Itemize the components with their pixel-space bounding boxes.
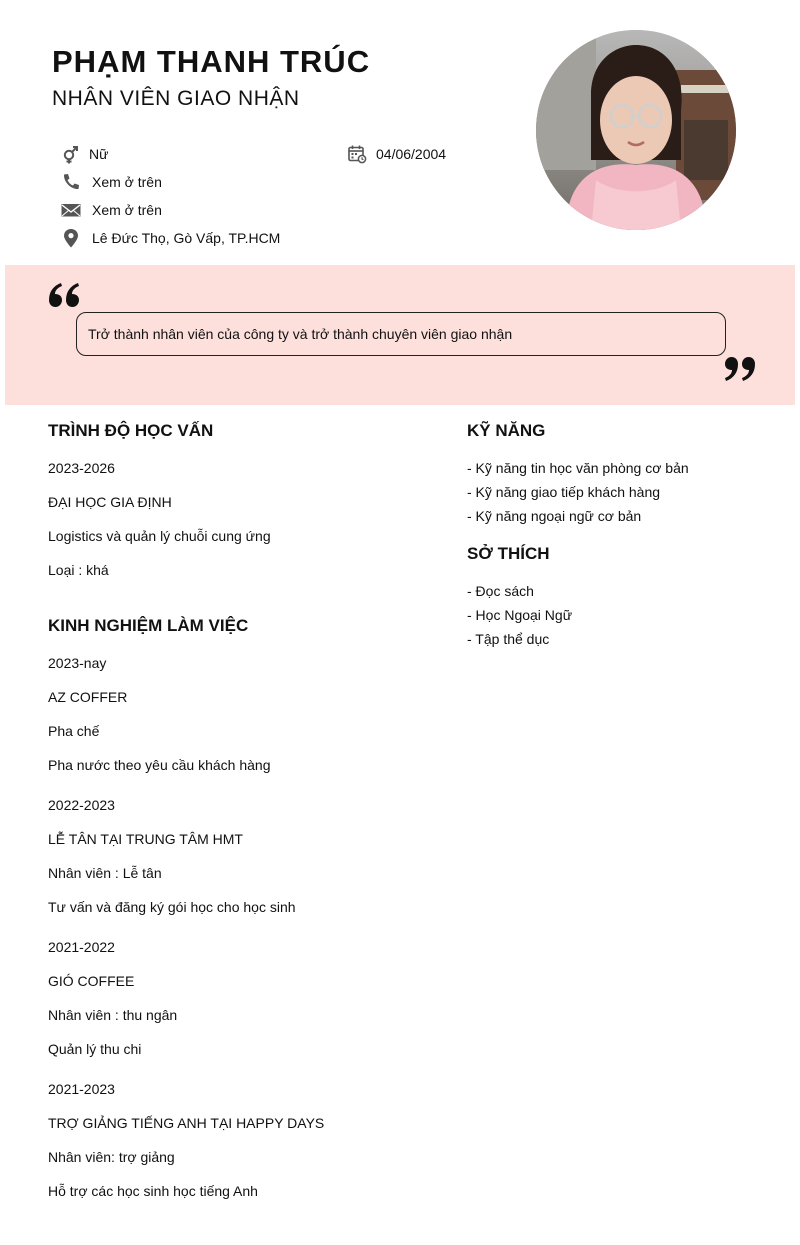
education-period: 2023-2026 bbox=[48, 460, 115, 476]
experience-period: 2021-2022 bbox=[48, 939, 115, 955]
location-pin-icon bbox=[60, 227, 82, 249]
job-title: NHÂN VIÊN GIAO NHẬN bbox=[52, 87, 300, 110]
contact-email bbox=[60, 199, 162, 221]
address-value: Lê Đức Thọ, Gò Vấp, TP.HCM bbox=[92, 230, 281, 246]
experience-company: TRỢ GIẢNG TIẾNG ANH TẠI HAPPY DAYS bbox=[48, 1115, 325, 1131]
close-quote-icon bbox=[722, 356, 758, 389]
skill-item: - Kỹ năng ngoại ngữ cơ bản bbox=[467, 508, 642, 524]
contact-address bbox=[60, 227, 280, 249]
phone-icon bbox=[60, 171, 82, 193]
hobby-item: - Học Ngoại Ngữ bbox=[467, 607, 573, 623]
hobbies-title: SỞ THÍCH bbox=[467, 544, 550, 563]
experience-role: Nhân viên: trợ giảng bbox=[48, 1149, 175, 1165]
education-title: TRÌNH ĐỘ HỌC VẤN bbox=[48, 421, 214, 440]
experience-period: 2021-2023 bbox=[48, 1081, 115, 1097]
gender-icon bbox=[59, 143, 81, 165]
skill-item: - Kỹ năng tin học văn phòng cơ bản bbox=[467, 460, 689, 476]
email-icon bbox=[60, 199, 82, 221]
candidate-name: PHẠM THANH TRÚC bbox=[52, 44, 371, 79]
avatar bbox=[536, 30, 736, 230]
objective-text: Trở thành nhân viên của công ty và trở thành chuyên viên giao nhận bbox=[88, 326, 513, 342]
calendar-icon bbox=[346, 143, 368, 165]
education-school: ĐẠI HỌC GIA ĐỊNH bbox=[48, 494, 172, 510]
hobby-item: - Tập thể dục bbox=[467, 631, 550, 647]
experience-company: LỄ TÂN TẠI TRUNG TÂM HMT bbox=[48, 831, 243, 847]
skills-title: KỸ NĂNG bbox=[467, 421, 546, 440]
email-value: Xem ở trên bbox=[92, 202, 162, 218]
experience-desc: Tư vấn và đăng ký gói học cho học sinh bbox=[48, 899, 296, 915]
birthdate-value: 04/06/2004 bbox=[376, 146, 447, 162]
experience-desc: Quản lý thu chi bbox=[48, 1041, 142, 1057]
experience-period: 2022-2023 bbox=[48, 797, 115, 813]
experience-desc: Pha nước theo yêu cầu khách hàng bbox=[48, 757, 271, 773]
contact-birthdate bbox=[346, 143, 446, 165]
experience-company: GIÓ COFFEE bbox=[48, 973, 135, 989]
contact-phone bbox=[60, 171, 162, 193]
experience-role: Nhân viên : thu ngân bbox=[48, 1007, 178, 1023]
contact-gender bbox=[59, 143, 108, 165]
experience-title: KINH NGHIỆM LÀM VIỆC bbox=[48, 616, 249, 635]
phone-value: Xem ở trên bbox=[92, 174, 162, 190]
experience-desc: Hỗ trợ các học sinh học tiếng Anh bbox=[48, 1183, 258, 1199]
experience-role: Pha chế bbox=[48, 723, 100, 739]
experience-role: Nhân viên : Lễ tân bbox=[48, 865, 162, 881]
education-grade: Loại : khá bbox=[48, 562, 109, 578]
skill-item: - Kỹ năng giao tiếp khách hàng bbox=[467, 484, 661, 500]
gender-value: Nữ bbox=[89, 146, 109, 162]
hobby-item: - Đọc sách bbox=[467, 583, 534, 599]
experience-company: AZ COFFER bbox=[48, 689, 128, 705]
education-major: Logistics và quản lý chuỗi cung ứng bbox=[48, 528, 271, 544]
objective-box bbox=[76, 312, 726, 356]
experience-period: 2023-nay bbox=[48, 655, 107, 671]
open-quote-icon bbox=[46, 280, 82, 313]
